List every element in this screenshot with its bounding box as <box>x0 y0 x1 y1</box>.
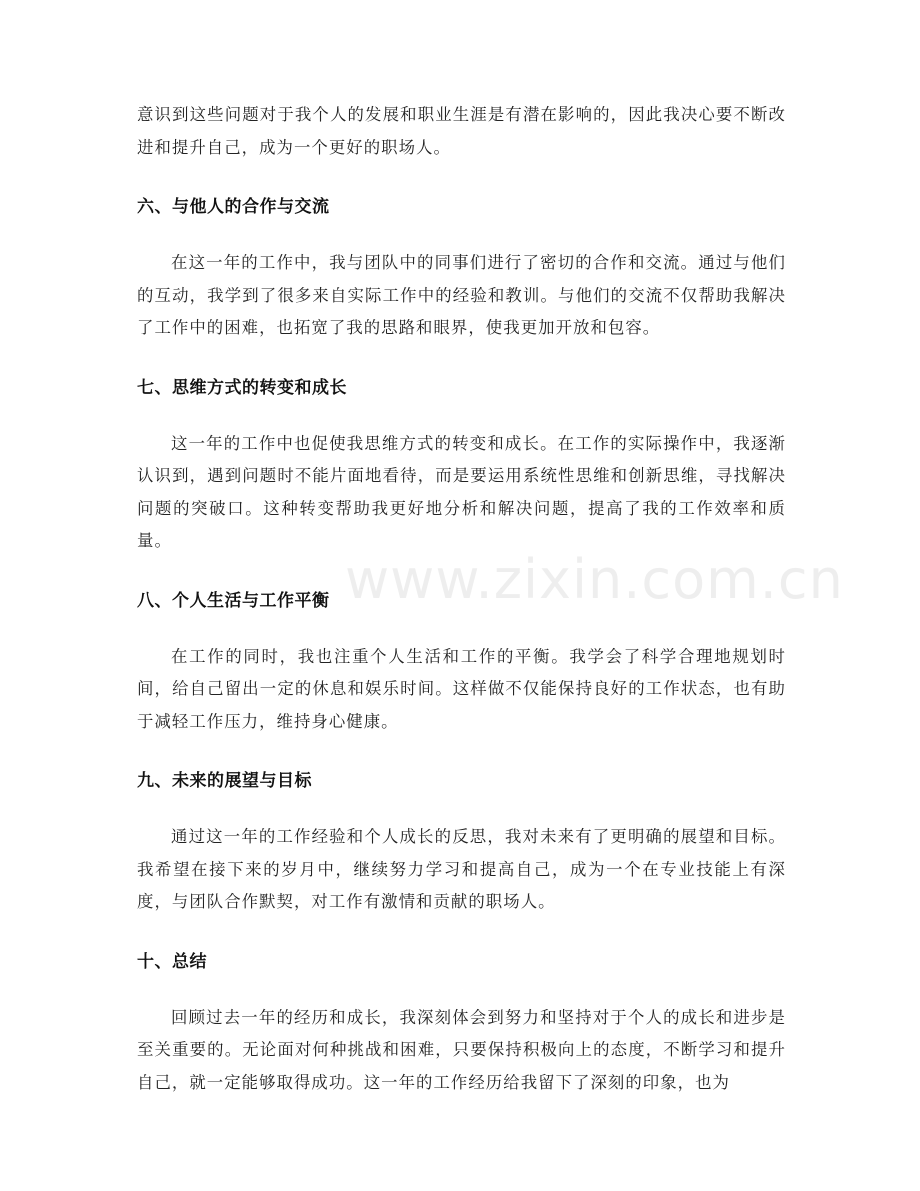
section-body-10: 回顾过去一年的经历和成长，我深刻体会到努力和坚持对于个人的成长和进步是至关重要的。无论面对何种挑战和困难，只要保持积极向上的态度，不断学习和提升自己，就一定能够取得成功。这一年的工作经历给我留下了深刻的印象，也为 <box>137 1007 786 1092</box>
spacer <box>137 164 786 191</box>
spacer <box>137 617 786 641</box>
spacer <box>137 797 786 821</box>
spacer <box>137 978 786 1002</box>
spacer <box>137 919 786 946</box>
section-heading-8: 八、个人生活与工作平衡 <box>137 590 330 611</box>
intro-paragraph: 意识到这些问题对于我个人的发展和职业生涯是有潜在影响的，因此我决心要不断改进和提升自己，成为一个更好的职场人。 <box>137 105 786 157</box>
section-body-8: 在工作的同时，我也注重个人生活和工作的平衡。我学会了科学合理地规划时间，给自己留出一定的休息和娱乐时间。这样做不仅能保持良好的工作状态，也有助于减轻工作压力，维持身心健康。 <box>137 646 786 731</box>
section-heading-6: 六、与他人的合作与交流 <box>137 197 330 217</box>
section-heading-7: 七、思维方式的转变和成长 <box>137 377 347 398</box>
spacer <box>137 404 786 428</box>
spacer <box>137 345 786 372</box>
section-heading-9: 九、未来的展望与目标 <box>137 771 312 791</box>
spacer <box>137 738 786 765</box>
section-body-7: 这一年的工作中也促使我思维方式的转变和成长。在工作的实际操作中，我逐渐认识到，遇到问题时不能片面地看待，而是要运用系统性思维和创新思维，寻找解决问题的突破口。这种转变帮助我更好地分析和解决问题，提高了我的工作效率和质量。 <box>137 433 786 550</box>
spacer <box>137 223 786 247</box>
section-heading-10: 十、总结 <box>137 951 207 972</box>
watermark: www.zixin.com.cn <box>345 548 844 611</box>
section-body-6: 在这一年的工作中，我与团队中的同事们进行了密切的合作和交流。通过与他们的互动，我学到了很多来自实际工作中的经验和教训。与他们的交流不仅帮助我解决了工作中的困难，也拓宽了我的思路和眼界，使我更加开放和包容。 <box>137 253 786 337</box>
spacer <box>137 558 786 585</box>
section-body-9: 通过这一年的工作经验和个人成长的反思，我对未来有了更明确的展望和目标。我希望在接下来的岁月中，继续努力学习和提高自己，成为一个在专业技能上有深度，与团队合作默契，对工作有激情和贡献的职场人。 <box>137 827 786 911</box>
